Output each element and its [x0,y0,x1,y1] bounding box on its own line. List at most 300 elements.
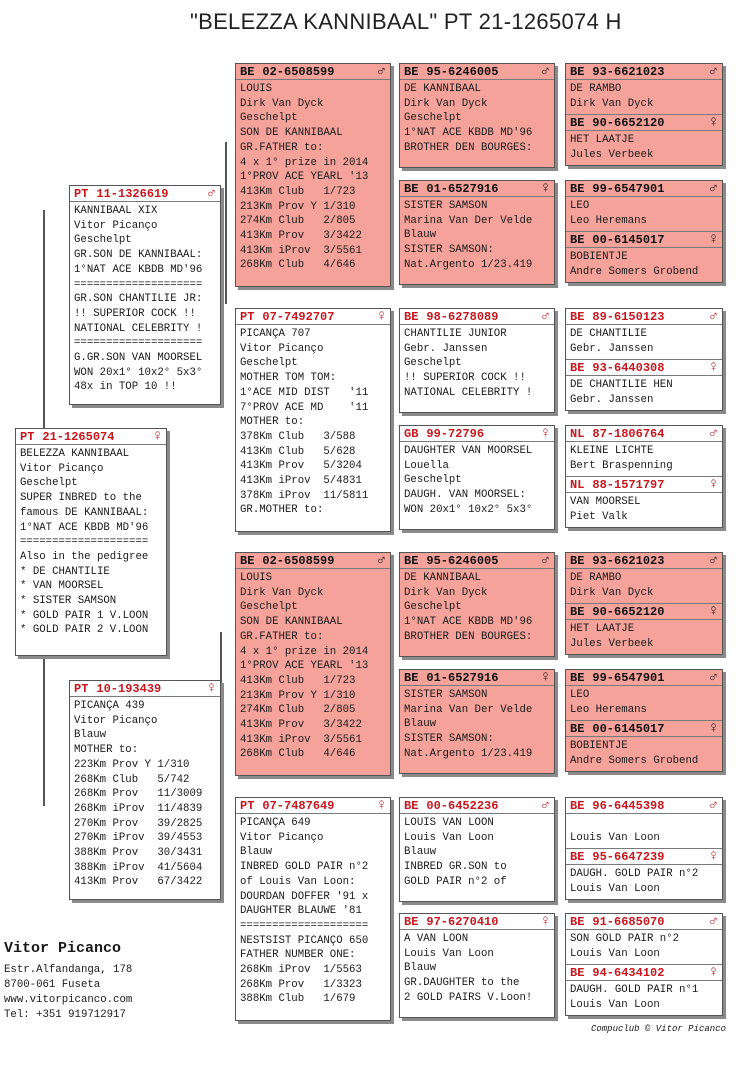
bird-info-line: 4 x 1° prize in 2014 [240,645,369,658]
country-code: BE [570,553,585,568]
gen4-female [566,476,722,526]
bird-name: KLEINE LICHTE [570,445,654,457]
ring-header [566,553,722,569]
bird-name: DAUGH. GOLD PAIR n°1 [570,984,699,996]
bird-info-line: Gebr. Janssen [570,342,654,355]
bird-details [236,569,390,764]
ring-number: 93-6621023 [592,64,665,79]
bird-details [566,569,722,602]
bird-info-line: ==================== [20,536,149,549]
gen4-female [566,114,722,164]
pedigree-card-gen4-pair[interactable] [565,669,723,772]
owner-address-line: 8700-061 Fuseta [4,979,101,991]
female-symbol-icon: ♀ [708,847,718,865]
bird-info-line: 413Km iProv 5/4831 [240,475,362,488]
ring-header [566,426,722,442]
bird-name: BELEZZA KANNIBAAL [20,448,130,460]
bird-info-line: Vitor Picanço [20,462,104,475]
bird-info-line: 1°PROV ACE YEARL '13 [240,660,369,673]
bird-info-line: 1°NAT ACE KBDB MD'96 [74,263,203,276]
bird-details [566,80,722,113]
bird-info-line: Dirk Van Dyck [404,97,488,110]
bird-name: PICANÇA 439 [74,700,145,712]
bird-info-line: 1°NAT ACE KBDB MD'96 [20,521,149,534]
bird-info-line: NESTSIST PICANÇO 650 [240,934,369,947]
country-code: BE [570,670,585,685]
bird-details [70,202,220,397]
male-symbol-icon: ♂ [708,425,718,442]
bird-info-line: Dirk Van Dyck [570,97,654,110]
bird-info-line: GR.FATHER to: [240,630,324,643]
bird-info-line: Also in the pedigree [20,550,149,563]
bird-info-line: Gebr. Janssen [570,393,654,406]
ring-number: 01-6527916 [426,181,499,196]
bird-info-line: Dirk Van Dyck [240,97,324,110]
country-code: BE [570,309,585,324]
pedigree-card-grandsire-paternal[interactable] [235,63,391,287]
bird-info-line: 7°PROV ACE MD '11 [240,401,369,414]
ring-header [566,360,722,376]
country-code: GB [404,426,419,441]
bird-info-line: 270Km Prov 39/2825 [74,817,203,830]
bird-name: SON GOLD PAIR n°2 [570,933,680,945]
bird-details [236,814,390,1009]
bird-info-line: * SISTER SAMSON [20,595,117,608]
bird-info-line: * VAN MOORSEL [20,580,104,593]
bird-details [400,325,554,403]
bird-details [566,814,722,847]
bird-info-line: INBRED GOLD PAIR n°2 [240,861,369,874]
male-symbol-icon: ♂ [540,308,550,325]
ring-header [70,681,220,697]
bird-info-line: MOTHER TOM TOM: [240,372,337,385]
bird-details [566,686,722,719]
gen4-female [566,603,722,653]
ring-header [566,965,722,981]
bird-info-line: Geschelpt [240,601,298,614]
bird-details [400,197,554,275]
ring-number: 00-6145017 [592,721,665,736]
ring-number: 00-6145017 [592,232,665,247]
female-symbol-icon: ♀ [540,669,550,686]
ring-header [566,232,722,248]
ring-header [236,309,390,325]
gen4-male [566,181,722,231]
country-code: PT [20,429,35,444]
bird-details [566,325,722,358]
bird-name: SISTER SAMSON [404,689,488,701]
bird-info-line: Geschelpt [20,477,78,490]
pedigree-card-granddam-paternal[interactable] [235,308,391,532]
pedigree-card-gen4-pair[interactable] [565,913,723,1016]
ring-number: 02-6508599 [262,64,335,79]
bird-info-line: 268Km Prov 1/3323 [240,978,362,991]
female-symbol-icon: ♀ [540,425,550,442]
bird-name: BOBIENTJE [570,740,628,752]
bird-info-line: GR.DAUGHTER to the [404,977,520,990]
ring-header [400,309,554,325]
bird-info-line: 413Km Club 1/723 [240,674,356,687]
bird-name: DE CHANTILIE HEN [570,379,673,391]
bird-details [566,620,722,653]
bird-info-line: Geschelpt [404,601,462,614]
bird-details [400,569,554,647]
bird-info-line: Vitor Picanço [240,342,324,355]
bird-info-line: 268Km Club 4/646 [240,748,356,761]
ring-header [400,64,554,80]
country-code: BE [570,849,585,864]
bird-info-line: Gebr. Janssen [404,342,488,355]
ring-header [236,64,390,80]
pedigree-card-sire[interactable] [69,185,221,405]
ring-number: 90-6652120 [592,115,665,130]
country-code: BE [404,798,419,813]
ring-header [566,914,722,930]
pedigree-card-gen3[interactable] [399,797,555,902]
bird-name: KANNIBAAL XIX [74,205,158,217]
bird-info-line: 413Km Prov 3/3422 [240,230,362,243]
female-symbol-icon: ♀ [152,428,162,445]
female-symbol-icon: ♀ [708,719,718,737]
bird-info-line: SON DE KANNIBAAL [240,127,343,140]
country-code: BE [404,914,419,929]
female-symbol-icon: ♀ [708,602,718,620]
bird-info-line: GR.MOTHER to: [240,504,324,517]
ring-number: 02-6508599 [262,553,335,568]
bird-info-line: SON DE KANNIBAAL [240,616,343,629]
gen4-male [566,553,722,603]
country-code: BE [404,64,419,79]
pedigree-card-gen3[interactable] [399,308,555,413]
male-symbol-icon: ♂ [708,669,718,686]
ring-number: 94-6434102 [592,965,665,980]
country-code: NL [570,426,585,441]
pedigree-card-dam[interactable] [69,680,221,900]
ring-header [566,670,722,686]
bird-name: CHANTILIE JUNIOR [404,328,507,340]
bird-info-line: 268Km Club 5/742 [74,773,190,786]
country-code: BE [240,64,255,79]
pedigree-card-gen4-pair[interactable] [565,63,723,166]
gen4-male [566,426,722,476]
country-code: PT [74,681,89,696]
ring-header [400,914,554,930]
male-symbol-icon: ♂ [540,63,550,80]
bird-info-line: Jules Verbeek [570,148,654,161]
bird-details [236,80,390,275]
bird-info-line: BROTHER DEN BOURGES: [404,630,533,643]
bird-info-line: 1°NAT ACE KBDB MD'96 [404,127,533,140]
bird-details [400,814,554,892]
bird-info-line: 268Km iProv 1/5563 [240,964,362,977]
bird-name: A VAN LOON [404,933,469,945]
ring-number: 95-6246005 [426,553,499,568]
ring-number: 91-6685070 [592,914,665,929]
bird-details [400,80,554,158]
bird-info-line: 378Km iProv 11/5811 [240,489,369,502]
bird-info-line: 413Km iProv 3/5561 [240,733,362,746]
male-symbol-icon: ♂ [206,185,216,202]
gen4-female [566,720,722,770]
bird-info-line: Marina Van Der Velde [404,214,533,227]
bird-info-line: Dirk Van Dyck [404,586,488,599]
bird-name: LOUIS [240,572,273,584]
bird-info-line: Geschelpt [404,357,462,370]
bird-info-line: Louella [404,459,449,472]
gen4-male [566,670,722,720]
bird-info-line: Andre Somers Grobend [570,265,699,278]
bird-info-line: 268Km Prov 11/3009 [74,788,203,801]
male-symbol-icon: ♂ [708,913,718,930]
copyright-credit: Compuclub © Vitor Picanco [590,1024,726,1034]
ring-number: 95-6246005 [426,64,499,79]
ring-number: 98-6278089 [426,309,499,324]
country-code: BE [404,309,419,324]
country-code: BE [404,181,419,196]
page-title: "BELEZZA KANNIBAAL" PT 21-1265074 H [190,9,622,34]
bird-info-line: 213Km Prov Y 1/310 [240,200,356,213]
bird-info-line: * GOLD PAIR 2 V.LOON [20,624,149,637]
gen4-male [566,309,722,359]
ring-header [400,426,554,442]
bird-info-line: Dirk Van Dyck [240,586,324,599]
bird-info-line: 274Km Club 2/805 [240,215,356,228]
bird-info-line: Geschelpt [74,234,132,247]
bird-info-line: DOURDAN DOFFER '91 x [240,890,369,903]
female-symbol-icon: ♀ [708,358,718,376]
country-code: BE [570,604,585,619]
bird-name: LEO [570,689,590,701]
bird-info-line: Blauw [240,846,273,859]
bird-info-line: Louis Van Loon [404,947,494,960]
gen4-female [566,848,722,898]
bird-info-line: Nat.Argento 1/23.419 [404,747,533,760]
pedigree-card-gen4-pair[interactable] [565,308,723,411]
pedigree-card-subject[interactable] [15,428,167,656]
bird-name: DE KANNIBAAL [404,572,481,584]
bird-info-line: Bert Braspenning [570,459,673,472]
ring-header [566,849,722,865]
bird-details [566,442,722,475]
pedigree-card-gen3[interactable] [399,63,555,168]
bird-name: LOUIS VAN LOON [404,817,494,829]
bird-info-line: DAUGH. VAN MOORSEL: [404,489,526,502]
bird-details [16,445,166,640]
bird-info-line: 213Km Prov Y 1/310 [240,689,356,702]
bird-info-line: ==================== [74,278,203,291]
pedigree-card-gen3[interactable] [399,180,555,285]
bird-name: SISTER SAMSON [404,200,488,212]
ring-header [566,477,722,493]
ring-header [16,429,166,445]
gen4-female [566,964,722,1014]
bird-info-line: ==================== [74,337,203,350]
country-code: BE [570,914,585,929]
bird-details [400,686,554,764]
ring-number: 07-7492707 [262,309,335,324]
pedigree-card-gen3[interactable] [399,425,555,530]
bird-info-line: 413Km Prov 5/3204 [240,460,362,473]
bird-name [570,816,718,831]
bird-info-line: Andre Somers Grobend [570,754,699,767]
bird-name: PICANÇA 649 [240,817,311,829]
bird-info-line: MOTHER to: [240,416,305,429]
bird-details [566,376,722,409]
owner-website[interactable]: www.vitorpicanco.com [4,994,133,1006]
bird-details [400,930,554,1008]
pedigree-card-gen3[interactable] [399,669,555,774]
bird-info-line: MOTHER to: [74,744,139,757]
country-code: BE [570,232,585,247]
bird-info-line: GOLD PAIR n°2 of [404,875,507,888]
owner-name: Vitor Picanco [4,940,122,957]
female-symbol-icon: ♀ [708,230,718,248]
bird-info-line: Louis Van Loon [570,831,660,844]
pedigree-card-gen3[interactable] [399,552,555,657]
ring-header [400,798,554,814]
ring-header [566,604,722,620]
bird-info-line: Blauw [404,962,437,975]
bird-name: LEO [570,200,590,212]
pedigree-card-granddam-maternal[interactable] [235,797,391,1021]
country-code: BE [570,798,585,813]
bird-info-line: Geschelpt [404,474,462,487]
bird-info-line: Geschelpt [404,112,462,125]
ring-number: 87-1806764 [592,426,665,441]
female-symbol-icon: ♀ [540,180,550,197]
ring-number: 07-7487649 [262,798,335,813]
ring-header [236,553,390,569]
pedigree-card-gen3[interactable] [399,913,555,1018]
country-code: BE [404,670,419,685]
ring-number: 96-6445398 [592,798,665,813]
bird-info-line: * GOLD PAIR 1 V.LOON [20,609,149,622]
male-symbol-icon: ♂ [708,63,718,80]
bird-info-line: 2 GOLD PAIRS V.Loon! [404,991,533,1004]
bird-details [70,697,220,892]
pedigree-card-gen4-pair[interactable] [565,425,723,528]
ring-header [566,181,722,197]
ring-header [70,186,220,202]
connector-line [225,142,227,304]
bird-info-line: 413Km Prov 3/3422 [240,719,362,732]
bird-name: BOBIENTJE [570,251,628,263]
female-symbol-icon: ♀ [708,113,718,131]
gen4-female [566,359,722,409]
bird-info-line: SUPER INBRED to the [20,492,142,505]
bird-info-line: Vitor Picanço [74,714,158,727]
bird-name: DAUGH. GOLD PAIR n°2 [570,868,699,880]
bird-info-line: * DE CHANTILIE [20,565,110,578]
country-code: PT [240,798,255,813]
bird-info-line: 223Km Prov Y 1/310 [74,758,190,771]
bird-info-line: Nat.Argento 1/23.419 [404,258,533,271]
bird-info-line: Dirk Van Dyck [570,586,654,599]
bird-info-line: 413Km iProv 3/5561 [240,244,362,257]
bird-info-line: GR.FATHER to: [240,141,324,154]
bird-info-line: 413Km Club 5/628 [240,445,356,458]
owner-contact [4,940,132,1023]
pedigree-card-gen4-pair[interactable] [565,797,723,900]
ring-header [566,798,722,814]
bird-info-line: Louis Van Loon [570,947,660,960]
male-symbol-icon: ♂ [540,797,550,814]
ring-header [566,309,722,325]
ring-number: 93-6440308 [592,360,665,375]
bird-info-line: Geschelpt [240,357,298,370]
bird-info-line: GR.SON CHANTILIE JR: [74,293,203,306]
ring-number: 00-6452236 [426,798,499,813]
ring-header [566,64,722,80]
bird-info-line: Blauw [74,729,107,742]
gen4-male [566,798,722,848]
bird-info-line: 268Km iProv 11/4839 [74,802,203,815]
bird-details [566,865,722,898]
bird-info-line: Louis Van Loon [570,882,660,895]
pedigree-card-gen4-pair[interactable] [565,552,723,655]
bird-info-line: 388Km Club 1/679 [240,993,356,1006]
bird-info-line: 4 x 1° prize in 2014 [240,156,369,169]
bird-info-line: Blauw [404,718,437,731]
bird-info-line: Jules Verbeek [570,637,654,650]
bird-name: PICANÇA 707 [240,328,311,340]
female-symbol-icon: ♀ [540,913,550,930]
ring-number: 95-6647239 [592,849,665,864]
bird-info-line: Vitor Picanço [74,219,158,232]
bird-info-line: Blauw [404,846,437,859]
ring-header [566,721,722,737]
country-code: BE [404,553,419,568]
ring-number: 01-6527916 [426,670,499,685]
ring-number: 99-6547901 [592,181,665,196]
bird-name: DE CHANTILIE [570,328,647,340]
bird-info-line: ==================== [240,919,369,932]
male-symbol-icon: ♂ [708,797,718,814]
ring-number: 11-1326619 [96,186,169,201]
country-code: PT [74,186,89,201]
bird-info-line: 413Km Prov 67/3422 [74,876,203,889]
country-code: BE [570,64,585,79]
bird-info-line: 388Km iProv 41/5604 [74,861,203,874]
bird-info-line: 378Km Club 3/588 [240,430,356,443]
bird-info-line: 48x in TOP 10 !! [74,381,177,394]
bird-info-line: SISTER SAMSON: [404,244,494,257]
bird-details [400,442,554,520]
ring-number: 89-6150123 [592,309,665,324]
male-symbol-icon: ♂ [708,308,718,325]
bird-details [566,248,722,281]
bird-info-line: G.GR.SON VAN MOORSEL [74,352,203,365]
country-code: BE [570,115,585,130]
pedigree-card-gen4-pair[interactable] [565,180,723,283]
bird-details [566,930,722,963]
bird-info-line: Leo Heremans [570,703,647,716]
bird-info-line: Geschelpt [240,112,298,125]
bird-info-line: 268Km Club 4/646 [240,259,356,272]
bird-details [566,131,722,164]
pedigree-card-grandsire-maternal[interactable] [235,552,391,776]
owner-address-line: Estr.Alfandanga, 178 [4,964,133,976]
ring-number: 10-193439 [96,681,162,696]
male-symbol-icon: ♂ [708,180,718,197]
ring-number: 21-1265074 [42,429,115,444]
male-symbol-icon: ♂ [376,552,386,569]
bird-info-line: famous DE KANNIBAAL: [20,506,149,519]
ring-header [236,798,390,814]
ring-header [400,670,554,686]
bird-info-line: DAUGHTER BLAUWE '81 [240,905,362,918]
bird-details [566,493,722,526]
